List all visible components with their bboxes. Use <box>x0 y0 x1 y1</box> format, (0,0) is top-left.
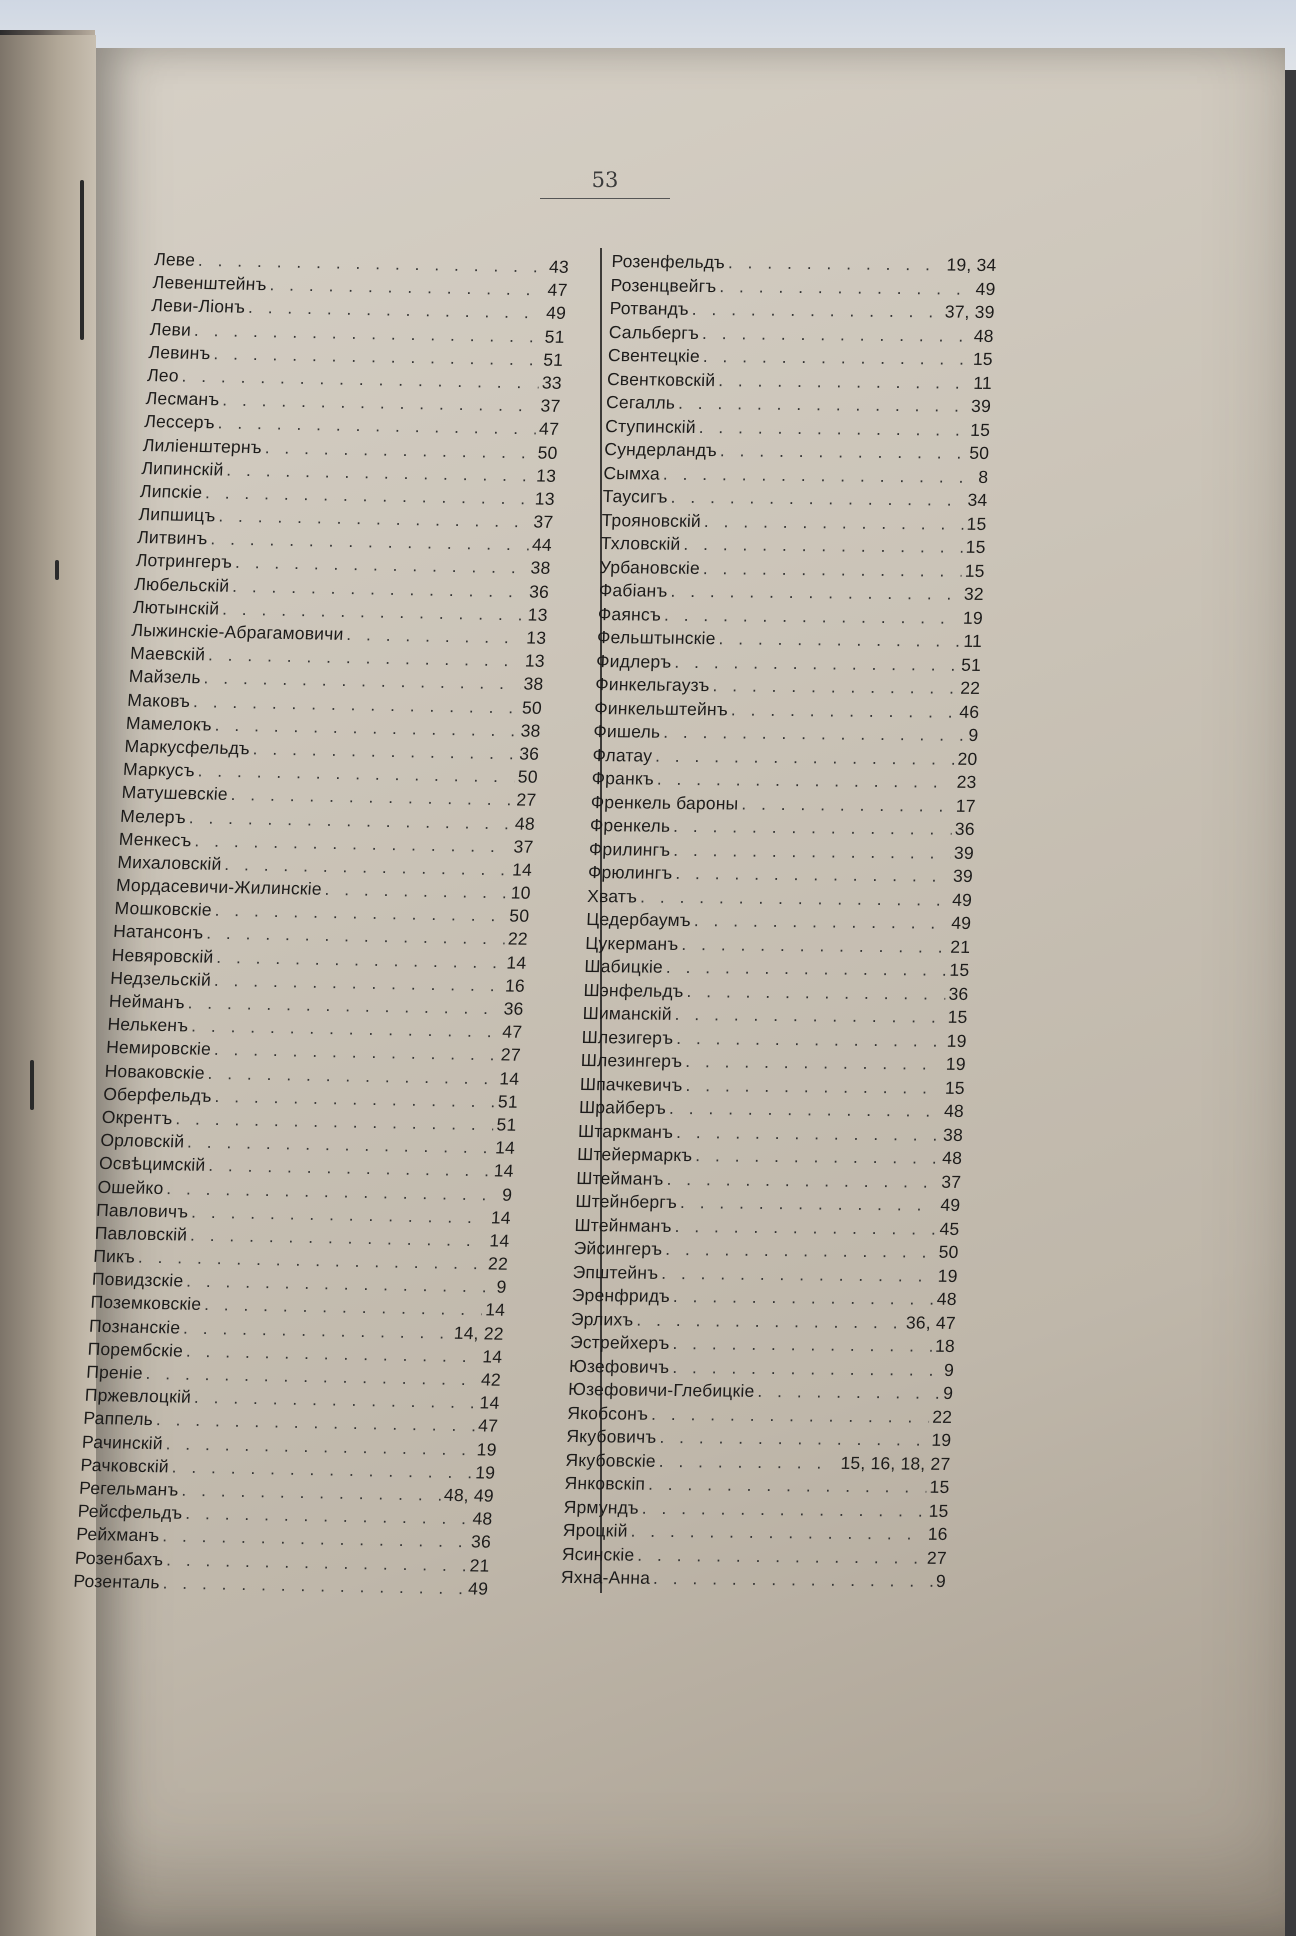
entry-pages: 37, 39 <box>944 301 996 323</box>
dot-leader <box>666 1167 939 1193</box>
dot-leader <box>702 345 970 371</box>
entry-pages: 14 <box>511 859 533 880</box>
dot-leader <box>630 1520 925 1547</box>
entry-pages: 46 <box>959 701 980 722</box>
entry-pages: 51 <box>542 349 564 370</box>
entry-name: Эйсингеръ <box>573 1237 663 1259</box>
entry-pages: 50 <box>537 442 559 463</box>
entry-name: Штейманъ <box>575 1167 665 1189</box>
binding-stitch <box>80 180 84 340</box>
entry-pages: 48 <box>936 1288 958 1309</box>
entry-name: Мелеръ <box>119 805 187 827</box>
dot-leader <box>661 1261 935 1287</box>
entry-pages: 19, 34 <box>946 254 997 276</box>
entry-name: Сегалль <box>605 391 676 413</box>
entry-name: Регельманъ <box>78 1477 180 1500</box>
entry-pages: 19 <box>937 1265 959 1286</box>
dot-leader <box>686 980 946 1006</box>
entry-pages: 38 <box>520 720 542 741</box>
entry-name: Менкесъ <box>118 828 193 850</box>
entry-pages: 36 <box>470 1531 492 1553</box>
entry-pages: 21 <box>469 1554 491 1576</box>
dot-leader <box>670 580 961 607</box>
entry-name: Оберфельдъ <box>102 1083 213 1106</box>
entry-name: Фрилингъ <box>588 838 671 860</box>
entry-name: Френкель <box>589 814 671 836</box>
entry-name: Лютынскій <box>132 596 220 619</box>
entry-pages: 15 <box>964 560 986 581</box>
entry-pages: 50 <box>938 1241 959 1262</box>
entry-pages: 14 <box>488 1230 511 1251</box>
entry-name: Майзель <box>128 666 202 688</box>
entry-name: Шрайберъ <box>578 1096 667 1118</box>
entry-pages: 36 <box>503 998 525 1019</box>
entry-name: Леви-Ліонъ <box>150 295 246 318</box>
dot-leader <box>678 392 969 419</box>
entry-name: Эпштейнъ <box>572 1261 659 1283</box>
entry-pages: 37 <box>513 836 535 857</box>
entry-pages: 13 <box>535 465 557 486</box>
entry-pages: 18 <box>934 1335 956 1356</box>
entry-name: Немировскіе <box>105 1037 212 1060</box>
entry-pages: 22 <box>487 1253 509 1274</box>
entry-pages: 47 <box>477 1415 499 1437</box>
entry-pages: 14 <box>494 1137 516 1158</box>
entry-name: Флатау <box>592 744 653 766</box>
entry-name: Раппель <box>82 1408 154 1430</box>
dot-leader <box>665 956 946 982</box>
dot-leader <box>741 792 953 818</box>
entry-pages: 14 <box>505 952 528 973</box>
entry-pages: 49 <box>467 1578 489 1599</box>
dot-leader <box>641 1496 926 1522</box>
dot-leader <box>676 1120 941 1146</box>
entry-name: Маркусъ <box>122 759 196 781</box>
entry-pages: 51 <box>496 1114 518 1135</box>
entry-pages: 8 <box>978 466 989 487</box>
entry-pages: 13 <box>534 488 556 509</box>
dot-leader <box>670 486 965 513</box>
entry-name: Любельскій <box>133 573 231 596</box>
entry-name: Свентковскій <box>606 368 716 390</box>
entry-name: Фишель <box>593 720 661 742</box>
entry-name: Освѣцимскій <box>98 1153 207 1176</box>
entry-name: Липскіе <box>139 480 203 503</box>
entry-pages: 14 <box>490 1207 512 1228</box>
entry-pages: 37 <box>940 1171 962 1192</box>
entry-pages: 14 <box>481 1346 503 1367</box>
dot-leader <box>720 439 967 465</box>
entry-pages: 36 <box>948 983 969 1004</box>
entry-pages: 19 <box>931 1429 952 1450</box>
entry-name: Пикъ <box>92 1245 136 1267</box>
entry-pages: 33 <box>541 372 563 393</box>
entry-name: Павловичъ <box>95 1199 190 1222</box>
entry-name: Лесманъ <box>145 388 221 410</box>
entry-pages: 43 <box>548 256 570 277</box>
entry-name: Шабицкіе <box>584 955 664 977</box>
entry-name: Финкельштейнъ <box>594 697 729 719</box>
dot-leader <box>704 510 965 536</box>
entry-name: Тхловскій <box>600 532 681 554</box>
entry-name: Левинъ <box>148 341 212 363</box>
entry-pages: 19 <box>945 1053 967 1074</box>
entry-pages: 15, 16, 18, 27 <box>840 1452 951 1474</box>
entry-pages: 13 <box>524 650 546 672</box>
entry-name: Сальбергъ <box>608 321 700 343</box>
entry-name: Порембскіе <box>87 1338 184 1361</box>
entry-name: Новаковскіе <box>104 1060 206 1083</box>
entry-name: Мошковскіе <box>114 898 213 920</box>
entry-name: Шлезингеръ <box>580 1049 683 1072</box>
entry-name: Фидлеръ <box>595 650 672 672</box>
entry-name: Фельштынскіе <box>596 626 716 649</box>
entry-name: Нейманъ <box>108 990 186 1013</box>
entry-pages: 36, 47 <box>905 1311 957 1333</box>
dot-leader <box>681 932 948 958</box>
entry-name: Эренфридъ <box>571 1284 671 1306</box>
dot-leader <box>346 623 524 650</box>
entry-name: Розенфельдъ <box>611 250 726 273</box>
entry-pages: 9 <box>968 724 979 746</box>
entry-name: Ярмундъ <box>563 1496 640 1518</box>
entry-pages: 9 <box>942 1382 954 1403</box>
entry-pages: 42 <box>480 1369 502 1390</box>
dot-leader <box>718 627 961 653</box>
dot-leader <box>685 1050 943 1076</box>
entry-name: Маковъ <box>126 689 191 711</box>
entry-name: Лиліенштернъ <box>142 434 263 457</box>
entry-name: Леви <box>149 318 192 340</box>
dot-leader <box>653 1567 934 1593</box>
index-entry <box>561 1566 947 1594</box>
binding-stitch <box>30 1060 34 1110</box>
entry-pages: 38 <box>530 557 552 579</box>
entry-pages: 11 <box>972 372 993 393</box>
entry-pages: 22 <box>507 928 529 950</box>
dot-leader <box>640 885 950 912</box>
dot-leader <box>702 557 962 583</box>
entry-pages: 49 <box>975 278 996 299</box>
entry-pages: 51 <box>544 326 566 347</box>
entry-pages: 47 <box>547 279 569 301</box>
entry-pages: 23 <box>956 771 977 793</box>
dot-leader <box>672 1356 942 1382</box>
entry-pages: 19 <box>962 607 984 628</box>
dot-leader <box>636 1308 903 1334</box>
entry-pages: 37 <box>539 395 562 417</box>
entry-name: Свентецкіе <box>607 344 701 366</box>
entry-name: Невяровскій <box>111 944 215 967</box>
entry-pages: 14 <box>479 1392 501 1413</box>
dot-leader <box>674 1003 945 1029</box>
entry-pages: 48 <box>471 1508 494 1529</box>
binding-stitch <box>55 560 59 580</box>
entry-pages: 9 <box>943 1359 955 1380</box>
entry-name: Поземковскіе <box>89 1292 202 1315</box>
entry-name: Повидзскіе <box>91 1269 184 1291</box>
entry-name: Леве <box>153 248 196 270</box>
entry-pages: 27 <box>515 789 537 811</box>
entry-pages: 15 <box>965 536 986 558</box>
entry-pages: 36 <box>954 818 976 839</box>
entry-name: Ротвандъ <box>609 297 690 319</box>
entry-pages: 49 <box>951 889 973 910</box>
entry-name: Ступинскій <box>604 415 697 437</box>
entry-pages: 38 <box>942 1124 964 1145</box>
entry-pages: 10 <box>510 882 532 903</box>
entry-pages: 9 <box>496 1276 508 1298</box>
entry-name: Яхна-Анна <box>560 1566 651 1588</box>
entry-name: Ошейко <box>97 1176 165 1198</box>
entry-name: Сундерландъ <box>603 438 718 461</box>
entry-pages: 47 <box>501 1021 523 1043</box>
entry-name: Маркусфельдъ <box>123 735 251 759</box>
entry-name: Левенштейнъ <box>152 272 268 295</box>
dot-leader <box>693 909 948 935</box>
entry-name: Якобсонъ <box>566 1402 649 1424</box>
dot-leader <box>651 1402 930 1428</box>
entry-pages: 19 <box>946 1030 968 1051</box>
entry-pages: 13 <box>525 627 547 648</box>
entry-name: Липинскій <box>140 457 225 480</box>
entry-pages: 49 <box>950 912 972 933</box>
entry-pages: 39 <box>952 865 974 886</box>
dot-leader <box>655 744 955 771</box>
dot-leader <box>663 721 966 748</box>
entry-name: Преніе <box>85 1361 144 1383</box>
entry-name: Лео <box>146 364 180 386</box>
index-column-right <box>561 250 997 1593</box>
entry-pages: 34 <box>967 489 988 511</box>
entry-pages: 48, 49 <box>443 1484 495 1506</box>
dot-leader <box>683 533 963 559</box>
entry-pages: 51 <box>497 1091 519 1112</box>
entry-pages: 48 <box>941 1147 963 1168</box>
page-number: 53 <box>540 168 670 199</box>
dot-leader <box>656 768 954 795</box>
entry-name: Таусигъ <box>602 485 669 507</box>
entry-name: Рейхманъ <box>75 1524 161 1546</box>
entry-pages: 15 <box>944 1077 966 1098</box>
entry-name: Якубовскіе <box>565 1449 657 1471</box>
entry-name: Недзельскій <box>109 967 212 990</box>
entry-name: Натансонъ <box>112 921 205 944</box>
entry-pages: 17 <box>955 795 977 816</box>
dot-leader <box>673 815 953 841</box>
entry-name: Сымха <box>603 462 661 484</box>
entry-name: Якубовичъ <box>566 1425 657 1447</box>
entry-name: Шэнфельдъ <box>583 979 685 1001</box>
entry-name: Розенталь <box>72 1570 161 1593</box>
dot-leader <box>674 1214 937 1240</box>
entry-pages: 50 <box>521 697 543 718</box>
dot-leader <box>665 1238 936 1264</box>
dot-leader <box>718 369 971 395</box>
entry-name: Фабіанъ <box>598 579 668 601</box>
entry-pages: 15 <box>928 1500 949 1521</box>
dot-leader <box>712 674 958 700</box>
entry-pages: 15 <box>972 348 994 370</box>
entry-pages: 15 <box>966 513 987 534</box>
entry-pages: 39 <box>953 842 975 863</box>
dot-leader <box>757 1380 941 1405</box>
entry-pages: 22 <box>931 1406 953 1427</box>
entry-name: Цукерманъ <box>585 932 679 954</box>
entry-name: Розенцвейгъ <box>610 274 717 296</box>
entry-pages: 36 <box>518 743 540 764</box>
dot-leader <box>698 415 967 441</box>
entry-pages: 14, 22 <box>453 1322 505 1344</box>
entry-name: Рейсфельдъ <box>77 1500 184 1523</box>
entry-name: Янковскіп <box>564 1472 646 1494</box>
entry-pages: 48 <box>973 325 995 346</box>
entry-name: Шиманскій <box>582 1002 673 1024</box>
entry-name: Лотрингеръ <box>135 550 233 573</box>
dot-leader <box>719 275 973 301</box>
dot-leader <box>658 1449 838 1474</box>
dot-leader <box>669 1097 942 1123</box>
entry-name: Штейермаркъ <box>576 1143 693 1166</box>
entry-name: Орловскій <box>99 1129 185 1152</box>
entry-pages: 47 <box>538 418 560 440</box>
entry-pages: 14 <box>484 1299 506 1321</box>
dot-leader <box>664 603 961 630</box>
dot-leader <box>728 251 944 277</box>
dot-leader <box>702 321 972 347</box>
entry-pages: 11 <box>963 630 983 652</box>
entry-name: Пржевлоцкій <box>84 1384 192 1408</box>
entry-name: Лыжинскіе-Абрагамовичи <box>131 619 345 644</box>
entry-pages: 14 <box>498 1067 520 1089</box>
dot-leader <box>680 1191 938 1217</box>
entry-name: Юзефовичъ <box>568 1355 670 1377</box>
entry-pages: 48 <box>943 1100 965 1121</box>
entry-pages: 50 <box>508 905 530 927</box>
dot-leader <box>673 1285 935 1311</box>
entry-pages: 45 <box>939 1218 960 1239</box>
entry-name: Михаловскій <box>116 851 223 874</box>
dot-leader <box>663 462 976 489</box>
entry-pages: 51 <box>960 654 982 675</box>
index-entry <box>604 438 990 466</box>
entry-name: Нелькенъ <box>106 1014 190 1036</box>
entry-pages: 15 <box>969 419 991 440</box>
entry-pages: 39 <box>970 395 992 417</box>
entry-name: Урбановскіе <box>599 556 701 578</box>
entry-name: Павловскій <box>94 1222 188 1245</box>
entry-pages: 49 <box>545 302 567 324</box>
entry-name: Штаркманъ <box>577 1120 674 1142</box>
entry-name: Эрлихъ <box>570 1308 634 1330</box>
entry-pages: 27 <box>926 1547 948 1568</box>
entry-pages: 20 <box>957 748 978 769</box>
entry-pages: 19 <box>474 1462 496 1483</box>
entry-pages: 14 <box>493 1160 515 1182</box>
entry-pages: 16 <box>927 1523 949 1544</box>
entry-name: Матушевскіе <box>121 782 229 805</box>
entry-name: Окрентъ <box>101 1106 174 1129</box>
dot-leader <box>648 1473 927 1499</box>
entry-name: Френкель бароны <box>590 791 739 814</box>
entry-name: Трояновскій <box>601 509 702 531</box>
dot-leader <box>659 1426 929 1452</box>
dot-leader <box>672 1332 932 1358</box>
entry-pages: 36 <box>528 581 550 602</box>
entry-pages: 15 <box>949 959 970 980</box>
entry-pages: 16 <box>504 975 526 996</box>
entry-pages: 32 <box>963 583 985 605</box>
entry-name: Ясинскіе <box>561 1543 635 1565</box>
entry-pages: 37 <box>532 511 554 532</box>
dot-leader <box>676 1026 944 1052</box>
entry-name: Мамелокъ <box>125 712 213 735</box>
entry-name: Шпачкевичъ <box>579 1073 684 1095</box>
entry-pages: 22 <box>959 677 981 699</box>
dot-leader <box>731 698 957 724</box>
dot-leader <box>675 862 951 888</box>
entry-name: Рачинскій <box>81 1431 164 1453</box>
index-column-left <box>73 248 570 1601</box>
entry-name: Эстрейхеръ <box>569 1331 670 1353</box>
entry-name: Яроцкій <box>562 1519 629 1541</box>
entry-pages: 9 <box>935 1570 947 1591</box>
entry-name: Цедербаумъ <box>585 908 692 931</box>
entry-pages: 19 <box>476 1438 498 1460</box>
entry-pages: 27 <box>500 1044 522 1066</box>
dot-leader <box>685 1074 942 1100</box>
entry-name: Познанскіе <box>88 1315 181 1338</box>
entry-pages: 48 <box>514 812 536 834</box>
entry-pages: 44 <box>531 534 553 556</box>
entry-pages: 50 <box>517 766 539 787</box>
entry-name: Юзефовичи-Глебицкіе <box>567 1378 755 1401</box>
dot-leader <box>324 878 508 905</box>
entry-name: Липшицъ <box>138 504 217 526</box>
entry-pages: 13 <box>527 604 549 625</box>
entry-name: Финкельгаузъ <box>594 673 711 696</box>
entry-name: Фаянсъ <box>597 603 662 625</box>
dot-leader <box>674 650 959 676</box>
dot-leader <box>637 1543 924 1570</box>
entry-name: Франкъ <box>591 767 655 789</box>
entry-name: Литвинъ <box>136 527 209 549</box>
entry-pages: 50 <box>968 442 990 464</box>
entry-name: Шлезигеръ <box>581 1026 674 1048</box>
entry-name: Розенбахъ <box>74 1547 165 1569</box>
entry-pages: 15 <box>947 1006 968 1027</box>
entry-name: Мордасевичи-Жилинскіе <box>115 874 323 899</box>
entry-pages: 38 <box>522 673 545 695</box>
dot-leader <box>673 838 952 864</box>
entry-name: Фрюлингъ <box>587 861 673 883</box>
entry-pages: 9 <box>501 1184 513 1205</box>
entry-name: Штейнманъ <box>574 1214 673 1236</box>
entry-name: Лессеръ <box>143 411 216 433</box>
dot-leader <box>691 298 942 324</box>
entry-pages: 49 <box>940 1194 961 1215</box>
dot-leader <box>695 1144 940 1170</box>
entry-name: Штейнбергъ <box>575 1190 678 1213</box>
entry-pages: 21 <box>950 936 971 957</box>
entry-name: Хватъ <box>586 885 638 906</box>
entry-name: Рачковскій <box>80 1454 170 1477</box>
entry-pages: 15 <box>929 1476 950 1497</box>
entry-name: Маевскій <box>129 643 206 665</box>
